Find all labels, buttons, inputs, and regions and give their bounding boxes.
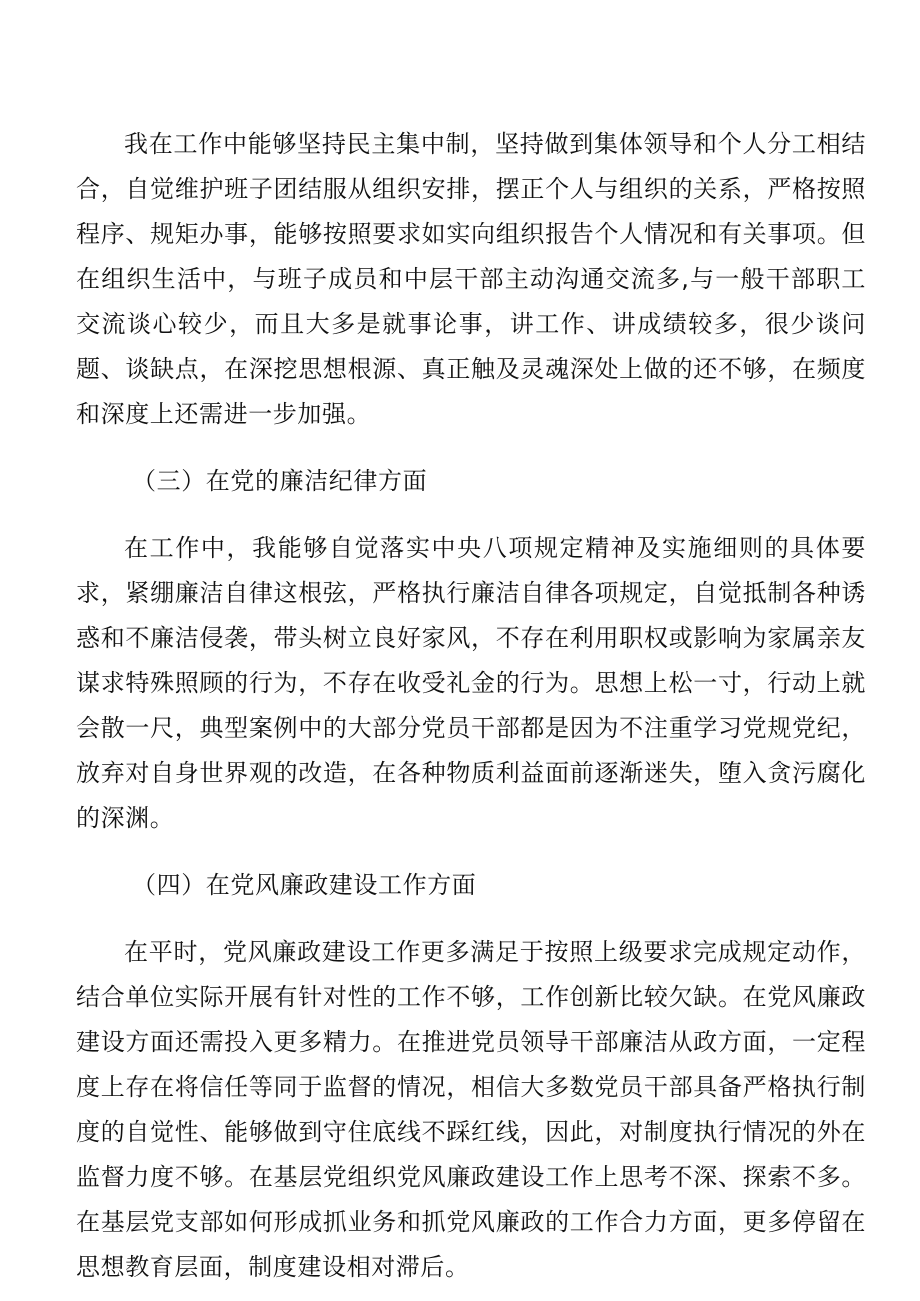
section-heading-clean-government: （四）在党风廉政建设工作方面 bbox=[132, 871, 477, 899]
paragraph-clean-government: 在平时，党风廉政建设工作更多满足于按照上级要求完成规定动作，结合单位实际开展有针对性的工作不够，工作创新比较欠缺。在党风廉政建设方面还需投入更多精力。在推进党员领导干部廉洁从政方面，一定程度上存在将信任等同于监督的情况，相信大多数党员干部具备严格执行制度的自觉性、能够做到守住底线不踩红线，因此，对制度执行情况的外在监督力度不够。在基层党组织党风廉政建设工作上思考不深、探索不多。在基层党支部如何形成抓业务和抓党风廉政的工作合力方面，更多停留在思想教育层面，制度建设相对滞后。 bbox=[76, 938, 866, 1281]
document-body bbox=[76, 122, 866, 1290]
paragraph-democratic-centralism: 我在工作中能够坚持民主集中制，坚持做到集体领导和个人分工相结合，自觉维护班子团结服从组织安排，摆正个人与组织的关系，严格按照程序、规矩办事，能够按照要求如实向组织报告个人情况和有关事项。但在组织生活中，与班子成员和中层干部主动沟通交流多,与一般干部职工交流谈心较少，而且大多是就事论事，讲工作、讲成绩较多，很少谈问题、谈缺点，在深挖思想根源、真正触及灵魂深处上做的还不够，在频度和深度上还需进一步加强。 bbox=[76, 130, 866, 428]
paragraph-integrity-discipline: 在工作中，我能够自觉落实中央八项规定精神及实施细则的具体要求，紧绷廉洁自律这根弦，严格执行廉洁自律各项规定，自觉抵制各种诱惑和不廉洁侵袭，带头树立良好家风，不存在利用职权或影响为家属亲友谋求特殊照顾的行为，不存在收受礼金的行为。思想上松一寸，行动上就会散一尺，典型案例中的大部分党员干部都是因为不注重学习党规党纪，放弃对自身世界观的改造，在各种物质利益面前逐渐迷失，堕入贪污腐化的深渊。 bbox=[76, 534, 866, 832]
section-heading-integrity-discipline: （三）在党的廉洁纪律方面 bbox=[132, 467, 428, 495]
